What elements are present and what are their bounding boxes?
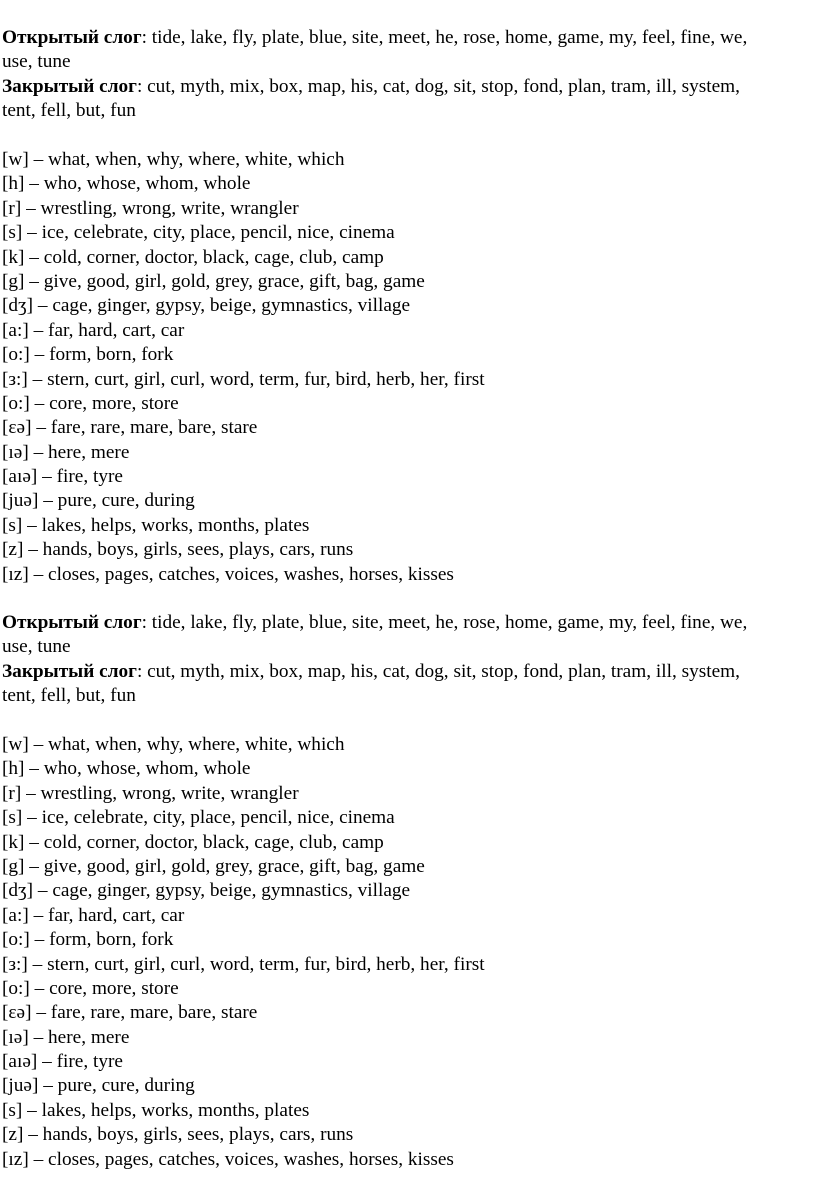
sound-row: [s] – ice, celebrate, city, place, pencil, nice, cinema: [2, 807, 395, 828]
open-syllable-words: : tide, lake, fly, plate, blue, site, meet, he, rose, home, game, my, feel, fine, we,: [141, 612, 748, 633]
closed-syllable-line: [2, 660, 740, 684]
sound-row: [dʒ] – cage, ginger, gypsy, beige, gymnastics, village: [2, 880, 411, 901]
sound-row: [h] – who, whose, whom, whole: [2, 758, 251, 779]
sound-row: [з:] – stern, curt, girl, curl, word, term, fur, bird, herb, her, first: [2, 369, 485, 390]
open-syllable-words-cont: use, tune: [2, 636, 71, 657]
open-syllable-line: [2, 611, 747, 635]
closed-syllable-words-cont: tent, fell, but, fun: [2, 685, 136, 706]
sound-row: [g] – give, good, girl, gold, grey, grace, gift, bag, game: [2, 856, 425, 877]
sound-row: [dʒ] – cage, ginger, gypsy, beige, gymnastics, village: [2, 295, 411, 316]
sound-row: [o:] – core, more, store: [2, 393, 179, 414]
sound-row: [w] – what, when, why, where, white, which: [2, 149, 345, 170]
sound-row: [k] – cold, corner, doctor, black, cage, club, camp: [2, 247, 384, 268]
sound-row: [z] – hands, boys, girls, sees, plays, cars, runs: [2, 539, 354, 560]
sound-row: [juə] – pure, cure, during: [2, 1075, 195, 1096]
sound-row: [s] – ice, celebrate, city, place, pencil, nice, cinema: [2, 222, 395, 243]
sound-row: [aıə] – fire, tyre: [2, 466, 123, 487]
sound-row: [r] – wrestling, wrong, write, wrangler: [2, 198, 299, 219]
open-syllable-label: Открытый слог: [2, 612, 142, 633]
sound-row: [s] – lakes, helps, works, months, plates: [2, 515, 310, 536]
sound-row: [ız] – closes, pages, catches, voices, washes, horses, kisses: [2, 564, 454, 585]
open-syllable-words-cont: use, tune: [2, 51, 71, 72]
open-syllable-line: [2, 26, 747, 50]
open-syllable-words: : tide, lake, fly, plate, blue, site, meet, he, rose, home, game, my, feel, fine, we,: [141, 27, 748, 48]
closed-syllable-words: : cut, myth, mix, box, map, his, cat, dog, sit, stop, fond, plan, tram, ill, system,: [136, 76, 740, 97]
open-syllable-label: Открытый слог: [2, 27, 142, 48]
closed-syllable-words: : cut, myth, mix, box, map, his, cat, dog, sit, stop, fond, plan, tram, ill, system,: [136, 661, 740, 682]
sound-row: [ız] – closes, pages, catches, voices, washes, horses, kisses: [2, 1149, 454, 1170]
sound-row: [o:] – form, born, fork: [2, 344, 174, 365]
sound-row: [h] – who, whose, whom, whole: [2, 173, 251, 194]
sound-row: [o:] – form, born, fork: [2, 929, 174, 950]
sound-row: [w] – what, when, why, where, white, which: [2, 734, 345, 755]
sound-row: [ıə] – here, mere: [2, 1027, 130, 1048]
closed-syllable-label: Закрытый слог: [2, 661, 137, 682]
sound-row: [aıə] – fire, tyre: [2, 1051, 123, 1072]
closed-syllable-words-cont: tent, fell, but, fun: [2, 100, 136, 121]
sound-row: [k] – cold, corner, doctor, black, cage, club, camp: [2, 832, 384, 853]
sound-row: [a:] – far, hard, cart, car: [2, 905, 185, 926]
sound-row: [juə] – pure, cure, during: [2, 490, 195, 511]
sound-row: [ıə] – here, mere: [2, 442, 130, 463]
sound-row: [εə] – fare, rare, mare, bare, stare: [2, 417, 258, 438]
sound-row: [εə] – fare, rare, mare, bare, stare: [2, 1002, 258, 1023]
sound-row: [z] – hands, boys, girls, sees, plays, cars, runs: [2, 1124, 354, 1145]
sound-row: [o:] – core, more, store: [2, 978, 179, 999]
sound-row: [a:] – far, hard, cart, car: [2, 320, 185, 341]
sound-row: [r] – wrestling, wrong, write, wrangler: [2, 783, 299, 804]
closed-syllable-line: [2, 75, 740, 99]
sound-row: [g] – give, good, girl, gold, grey, grace, gift, bag, game: [2, 271, 425, 292]
sound-row: [s] – lakes, helps, works, months, plates: [2, 1100, 310, 1121]
sound-row: [з:] – stern, curt, girl, curl, word, term, fur, bird, herb, her, first: [2, 954, 485, 975]
closed-syllable-label: Закрытый слог: [2, 76, 137, 97]
